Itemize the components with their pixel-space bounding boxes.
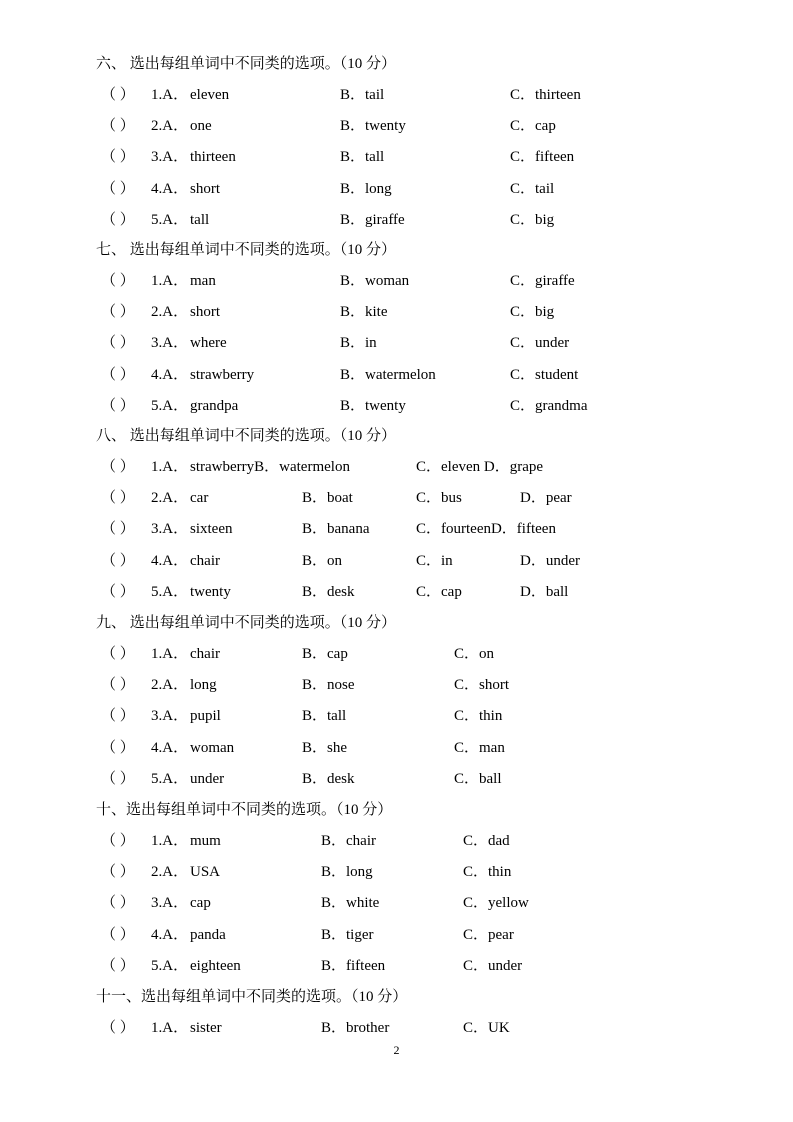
question-row bbox=[0, 147, 793, 167]
option-a: strawberryB．watermelon bbox=[190, 459, 350, 475]
answer-blank[interactable]: （ ） bbox=[101, 490, 135, 506]
question-row bbox=[0, 675, 793, 695]
question-number: 1.A． bbox=[151, 833, 189, 849]
answer-blank[interactable]: （ ） bbox=[101, 927, 135, 943]
question-row bbox=[0, 925, 793, 945]
option-a: thirteen bbox=[190, 149, 236, 165]
question-row bbox=[0, 179, 793, 199]
option-d: D．under bbox=[520, 553, 580, 569]
option-a: USA bbox=[190, 864, 221, 880]
question-row bbox=[0, 85, 793, 105]
question-row bbox=[0, 488, 793, 508]
option-b: B．woman bbox=[340, 273, 410, 289]
question-number: 2.A． bbox=[151, 677, 189, 693]
option-c: C．student bbox=[510, 367, 579, 383]
question-row bbox=[0, 706, 793, 726]
option-c: C．fourteenD．fifteen bbox=[416, 521, 556, 537]
option-c: C．big bbox=[510, 304, 555, 320]
option-a: where bbox=[190, 335, 227, 351]
answer-blank[interactable]: （ ） bbox=[101, 181, 135, 197]
option-c: C．yellow bbox=[463, 895, 529, 911]
answer-blank[interactable]: （ ） bbox=[101, 398, 135, 414]
option-b: B．long bbox=[340, 181, 392, 197]
option-c: C．tail bbox=[510, 181, 555, 197]
option-c: C．eleven D．grape bbox=[416, 459, 544, 475]
question-row bbox=[0, 644, 793, 664]
option-b: B．giraffe bbox=[340, 212, 405, 228]
section-title: 十一、选出每组单词中不同类的选项。（10 分） bbox=[96, 989, 408, 1005]
answer-blank[interactable]: （ ） bbox=[101, 304, 135, 320]
question-number: 3.A． bbox=[151, 335, 189, 351]
answer-blank[interactable]: （ ） bbox=[101, 677, 135, 693]
option-b: B．boat bbox=[302, 490, 353, 506]
option-c: C．pear bbox=[463, 927, 514, 943]
question-number: 4.A． bbox=[151, 553, 189, 569]
option-b: B．white bbox=[321, 895, 380, 911]
question-number: 1.A． bbox=[151, 273, 189, 289]
option-c: C．cap bbox=[510, 118, 556, 134]
question-row bbox=[0, 1018, 793, 1038]
option-a: chair bbox=[190, 553, 220, 569]
question-row bbox=[0, 738, 793, 758]
answer-blank[interactable]: （ ） bbox=[101, 87, 135, 103]
option-a: short bbox=[190, 181, 220, 197]
option-b: B．tall bbox=[302, 708, 347, 724]
option-a: grandpa bbox=[190, 398, 239, 414]
answer-blank[interactable]: （ ） bbox=[101, 708, 135, 724]
option-b: B．kite bbox=[340, 304, 388, 320]
option-c: C．bus bbox=[416, 490, 462, 506]
option-b: B．desk bbox=[302, 771, 355, 787]
option-d: D．ball bbox=[520, 584, 569, 600]
question-number: 4.A． bbox=[151, 740, 189, 756]
question-row bbox=[0, 831, 793, 851]
option-c: C．big bbox=[510, 212, 555, 228]
answer-blank[interactable]: （ ） bbox=[101, 118, 135, 134]
question-number: 5.A． bbox=[151, 398, 189, 414]
question-row bbox=[0, 582, 793, 602]
option-a: man bbox=[190, 273, 216, 289]
option-b: B．tiger bbox=[321, 927, 374, 943]
question-row bbox=[0, 519, 793, 539]
option-a: tall bbox=[190, 212, 210, 228]
answer-blank[interactable]: （ ） bbox=[101, 584, 135, 600]
option-a: car bbox=[190, 490, 209, 506]
answer-blank[interactable]: （ ） bbox=[101, 521, 135, 537]
question-row bbox=[0, 769, 793, 789]
question-number: 3.A． bbox=[151, 521, 189, 537]
option-b: B．tail bbox=[340, 87, 385, 103]
section-title: 七、 选出每组单词中不同类的选项。（10 分） bbox=[96, 242, 397, 258]
answer-blank[interactable]: （ ） bbox=[101, 864, 135, 880]
question-row bbox=[0, 365, 793, 385]
option-c: C．thin bbox=[454, 708, 503, 724]
page-number: 2 bbox=[393, 1043, 400, 1057]
option-a: strawberry bbox=[190, 367, 255, 383]
question-row bbox=[0, 396, 793, 416]
option-c: C．short bbox=[454, 677, 510, 693]
option-c: C．grandma bbox=[510, 398, 588, 414]
answer-blank[interactable]: （ ） bbox=[101, 459, 135, 475]
answer-blank[interactable]: （ ） bbox=[101, 958, 135, 974]
question-number: 2.A． bbox=[151, 118, 189, 134]
question-number: 5.A． bbox=[151, 958, 189, 974]
question-number: 5.A． bbox=[151, 771, 189, 787]
option-c: C．thirteen bbox=[510, 87, 581, 103]
option-c: C．under bbox=[510, 335, 570, 351]
option-b: B．she bbox=[302, 740, 348, 756]
question-number: 5.A． bbox=[151, 212, 189, 228]
option-a: chair bbox=[190, 646, 220, 662]
answer-blank[interactable]: （ ） bbox=[101, 335, 135, 351]
option-a: eighteen bbox=[190, 958, 241, 974]
section-title: 九、 选出每组单词中不同类的选项。（10 分） bbox=[96, 615, 397, 631]
option-b: B．brother bbox=[321, 1020, 390, 1036]
option-b: B．watermelon bbox=[340, 367, 436, 383]
option-c: C．man bbox=[454, 740, 505, 756]
question-number: 4.A． bbox=[151, 181, 189, 197]
option-c: C．thin bbox=[463, 864, 512, 880]
question-row bbox=[0, 116, 793, 136]
question-number: 2.A． bbox=[151, 304, 189, 320]
question-row bbox=[0, 271, 793, 291]
question-number: 4.A． bbox=[151, 927, 189, 943]
option-b: B．desk bbox=[302, 584, 355, 600]
question-row bbox=[0, 862, 793, 882]
option-b: B．long bbox=[321, 864, 373, 880]
answer-blank[interactable]: （ ） bbox=[101, 367, 135, 383]
question-number: 5.A． bbox=[151, 584, 189, 600]
option-a: sister bbox=[190, 1020, 222, 1036]
question-number: 1.A． bbox=[151, 87, 189, 103]
option-c: C．fifteen bbox=[510, 149, 575, 165]
answer-blank[interactable]: （ ） bbox=[101, 895, 135, 911]
option-a: long bbox=[190, 677, 217, 693]
option-c: C．in bbox=[416, 553, 453, 569]
option-c: C．ball bbox=[454, 771, 502, 787]
answer-blank[interactable]: （ ） bbox=[101, 212, 135, 228]
question-number: 2.A． bbox=[151, 490, 189, 506]
question-number: 3.A． bbox=[151, 708, 189, 724]
answer-blank[interactable]: （ ） bbox=[101, 273, 135, 289]
option-a: under bbox=[190, 771, 225, 787]
question-row bbox=[0, 210, 793, 230]
option-b: B．in bbox=[340, 335, 377, 351]
option-a: sixteen bbox=[190, 521, 233, 537]
option-b: B．chair bbox=[321, 833, 376, 849]
option-a: twenty bbox=[190, 584, 231, 600]
question-number: 1.A． bbox=[151, 459, 189, 475]
question-number: 4.A． bbox=[151, 367, 189, 383]
option-b: B．on bbox=[302, 553, 343, 569]
answer-blank[interactable]: （ ） bbox=[101, 646, 135, 662]
option-a: mum bbox=[190, 833, 221, 849]
option-b: B．cap bbox=[302, 646, 348, 662]
option-a: short bbox=[190, 304, 220, 320]
question-row bbox=[0, 302, 793, 322]
section-title: 八、 选出每组单词中不同类的选项。（10 分） bbox=[96, 428, 397, 444]
answer-blank[interactable]: （ ） bbox=[101, 740, 135, 756]
question-number: 2.A． bbox=[151, 864, 189, 880]
option-b: B．nose bbox=[302, 677, 355, 693]
answer-blank[interactable]: （ ） bbox=[101, 149, 135, 165]
question-number: 3.A． bbox=[151, 895, 189, 911]
option-d: D．pear bbox=[520, 490, 572, 506]
option-b: B．twenty bbox=[340, 118, 406, 134]
question-number: 3.A． bbox=[151, 149, 189, 165]
answer-blank[interactable]: （ ） bbox=[101, 1020, 135, 1036]
option-a: woman bbox=[190, 740, 235, 756]
option-c: C．cap bbox=[416, 584, 462, 600]
question-row bbox=[0, 457, 793, 477]
question-row bbox=[0, 551, 793, 571]
option-b: B．twenty bbox=[340, 398, 406, 414]
section-title: 六、 选出每组单词中不同类的选项。（10 分） bbox=[96, 56, 397, 72]
option-c: C．giraffe bbox=[510, 273, 575, 289]
option-a: pupil bbox=[190, 708, 221, 724]
answer-blank[interactable]: （ ） bbox=[101, 833, 135, 849]
option-c: C．dad bbox=[463, 833, 510, 849]
option-a: cap bbox=[190, 895, 211, 911]
answer-blank[interactable]: （ ） bbox=[101, 553, 135, 569]
option-a: panda bbox=[190, 927, 226, 943]
question-row bbox=[0, 956, 793, 976]
option-a: eleven bbox=[190, 87, 230, 103]
question-number: 1.A． bbox=[151, 1020, 189, 1036]
option-c: C．UK bbox=[463, 1020, 510, 1036]
question-number: 1.A． bbox=[151, 646, 189, 662]
section-title: 十、选出每组单词中不同类的选项。（10 分） bbox=[96, 802, 393, 818]
question-row bbox=[0, 893, 793, 913]
option-b: B．tall bbox=[340, 149, 385, 165]
option-a: one bbox=[190, 118, 212, 134]
option-b: B．banana bbox=[302, 521, 370, 537]
option-b: B．fifteen bbox=[321, 958, 386, 974]
answer-blank[interactable]: （ ） bbox=[101, 771, 135, 787]
option-c: C．on bbox=[454, 646, 495, 662]
option-c: C．under bbox=[463, 958, 523, 974]
question-row bbox=[0, 333, 793, 353]
